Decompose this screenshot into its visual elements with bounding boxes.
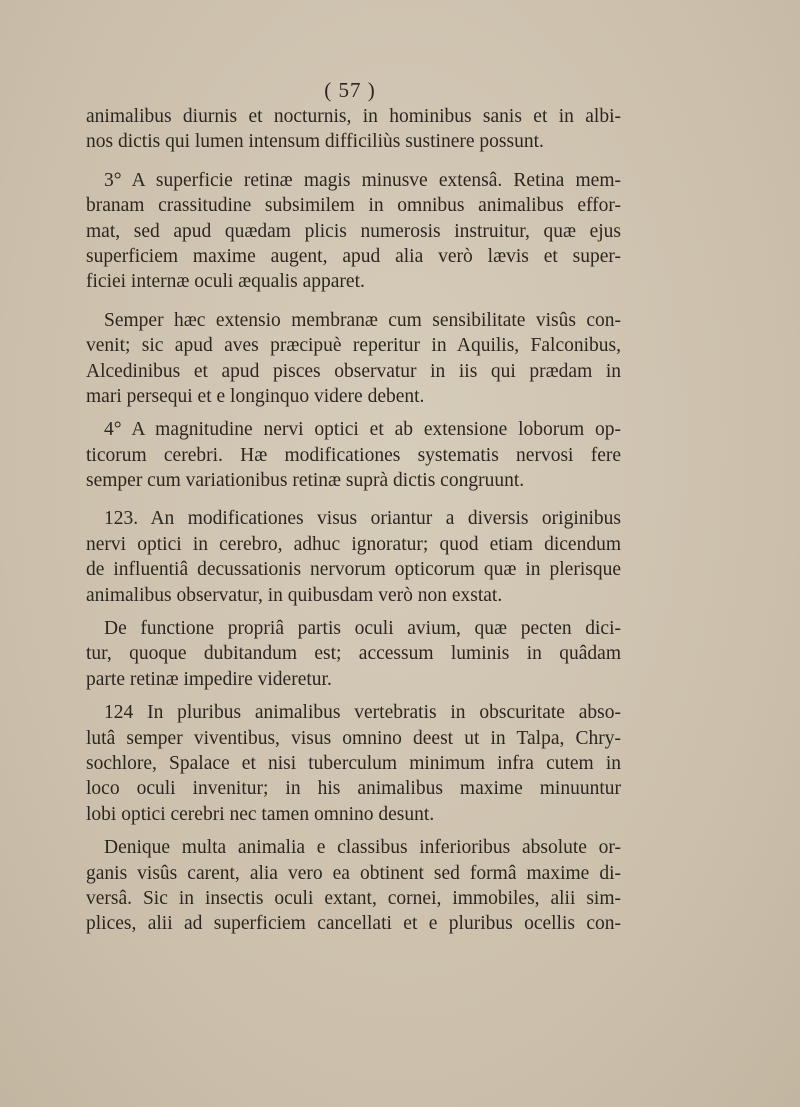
paragraph — [86, 700, 621, 827]
text-line: Alcedinibus et apud pisces observatur in iis qui prædam in — [86, 360, 621, 382]
text-line: nos dictis qui lumen intensum difficiliùs sustinere possunt. — [86, 131, 544, 153]
text-line: mat, sed apud quædam plicis numerosis instruitur, quæ ejus — [86, 220, 621, 242]
body-text — [86, 104, 621, 937]
text-line: branam crassitudine subsimilem in omnibus animalibus effor- — [86, 195, 621, 217]
text-line: mari persequi et e longinquo videre debent. — [86, 385, 425, 407]
text-line: plices, alii ad superficiem cancellati et e pluribus ocellis con- — [86, 913, 621, 935]
paragraph — [86, 308, 621, 410]
paragraph — [86, 616, 621, 692]
paragraph — [86, 417, 621, 493]
text-line: loco oculi invenitur; in his animalibus maxime minuuntur — [86, 778, 621, 800]
text-line: ticorum cerebri. Hæ modificationes systematis nervosi fere — [86, 444, 621, 466]
text-line: ganis visûs carent, alia vero ea obtinent sed formâ maxime di- — [86, 862, 621, 884]
page-number: ( 57 ) — [324, 78, 376, 102]
paragraph — [86, 168, 621, 295]
text-line: animalibus diurnis et nocturnis, in hominibus sanis et in albi- — [86, 106, 621, 127]
paragraph — [86, 835, 621, 937]
text-line: venit; sic apud aves præcipuè reperitur in Aquilis, Falconibus, — [86, 335, 621, 357]
text-line: ficiei internæ oculi æqualis apparet. — [86, 271, 365, 293]
paragraph — [86, 104, 621, 155]
text-line: tur, quoque dubitandum est; accessum luminis in quâdam — [86, 643, 621, 665]
text-line: superficiem maxime augent, apud alia verò lævis et super- — [86, 245, 621, 267]
text-line: 124 In pluribus animalibus vertebratis in obscuritate abso- — [104, 702, 621, 724]
text-line: De functione propriâ partis oculi avium, quæ pecten dici- — [104, 618, 621, 640]
text-line: lutâ semper viventibus, visus omnino deest ut in Talpa, Chry- — [86, 727, 621, 749]
paragraph — [86, 506, 621, 608]
text-line: semper cum variationibus retinæ suprà dictis congruunt. — [86, 470, 525, 492]
text-line: de influentiâ decussationis nervorum opticorum quæ in plerisque — [86, 559, 621, 581]
text-line: 4° A magnitudine nervi optici et ab extensione loborum op- — [104, 419, 621, 441]
text-line: 3° A superficie retinæ magis minusve extensâ. Retina mem- — [104, 169, 621, 191]
text-line: animalibus observatur, in quibusdam verò non exstat. — [86, 584, 503, 606]
text-line: nervi optici in cerebro, adhuc ignoratur; quod etiam dicendum — [86, 533, 621, 555]
text-line: sochlore, Spalace et nisi tuberculum minimum infra cutem in — [86, 752, 621, 774]
text-line: versâ. Sic in insectis oculi extant, cornei, immobiles, alii sim- — [86, 887, 621, 909]
text-line: Denique multa animalia e classibus inferioribus absolute or- — [104, 837, 621, 859]
text-line: 123. An modificationes visus oriantur a diversis originibus — [104, 508, 621, 530]
text-line: parte retinæ impedire videretur. — [86, 668, 332, 690]
text-line: Semper hæc extensio membranæ cum sensibilitate visûs con- — [104, 309, 621, 331]
text-line: lobi optici cerebri nec tamen omnino desunt. — [86, 803, 435, 825]
